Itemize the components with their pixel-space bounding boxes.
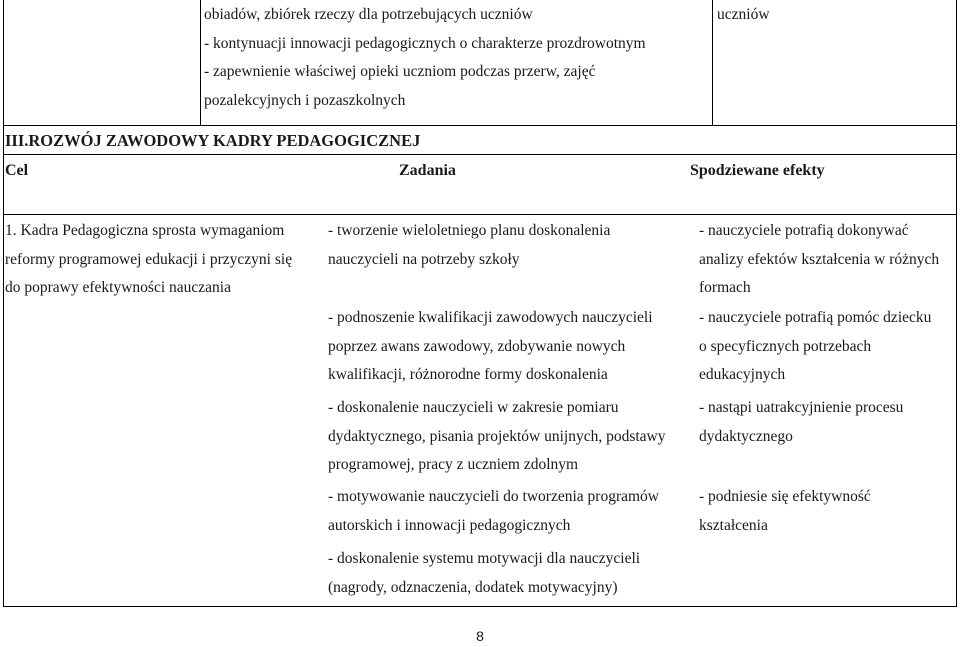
header-bottom-rule — [3, 214, 957, 215]
header-zadania: Zadania — [399, 162, 456, 179]
top-task-line: - kontynuacji innowacji pedagogicznych o charakterze prozdrowotnym — [204, 34, 646, 52]
effect-line: - nastąpi uatrakcyjnienie procesu — [699, 399, 904, 416]
top-effects-cell — [717, 1, 770, 30]
task-item — [328, 217, 610, 274]
goal-line: reformy programowej edukacji i przyczyni się — [5, 250, 293, 268]
task-item — [328, 483, 659, 540]
effect-item — [699, 394, 903, 451]
effect-item — [699, 304, 931, 390]
task-line: nauczycieli na potrzeby szkoły — [328, 250, 520, 268]
task-item — [328, 304, 653, 390]
top-col-divider-1 — [200, 0, 201, 125]
task-line: programowej, pracy z uczniem zdolnym — [328, 456, 579, 473]
top-task-line: - zapewnienie właściwej opieki uczniom podczas przerw, zajęć — [204, 63, 596, 80]
section-title: III.ROZWÓJ ZAWODOWY KADRY PEDAGOGICZNEJ — [5, 131, 421, 150]
task-line: poprzez awans zawodowy, zdobywanie nowych — [328, 337, 626, 355]
task-line: dydaktycznego, pisania projektów unijnych, podstawy — [328, 427, 666, 445]
top-tasks-cell — [204, 1, 646, 115]
effect-line: dydaktycznego — [699, 427, 793, 445]
top-col-divider-2 — [712, 0, 713, 125]
task-line: autorskich i innowacji pedagogicznych — [328, 516, 571, 534]
task-line: (nagrody, odznaczenia, dodatek motywacyjny) — [328, 578, 618, 596]
effect-line: - nauczyciele potrafią pomóc dziecku — [699, 309, 932, 326]
table-right-border — [956, 0, 957, 607]
section-top-rule — [3, 125, 957, 126]
task-item — [328, 545, 640, 602]
goal-line: do poprawy efektywności nauczania — [5, 279, 231, 296]
task-line: - podnoszenie kwalifikacji zawodowych nauczycieli — [328, 309, 653, 326]
goal-cell — [5, 217, 292, 303]
task-line: kwalifikacji, różnorodne formy doskonalenia — [328, 366, 608, 383]
task-line: - doskonalenie nauczycieli w zakresie pomiaru — [328, 399, 619, 416]
effect-line: kształcenia — [699, 516, 768, 534]
page-number: 8 — [476, 628, 484, 644]
effect-item — [699, 483, 871, 540]
effect-line: - podniesie się efektywność — [699, 488, 871, 505]
top-effect-line: uczniów — [717, 6, 770, 23]
effect-item — [699, 217, 939, 303]
table-bottom-rule — [3, 606, 957, 607]
header-cel: Cel — [5, 162, 29, 179]
effect-line: o specyficznych potrzebach — [699, 337, 872, 355]
effect-line: analizy efektów kształcenia w różnych — [699, 250, 940, 268]
task-line: - doskonalenie systemu motywacji dla nauczycieli — [328, 550, 641, 567]
top-task-line: obiadów, zbiórek rzeczy dla potrzebujących uczniów — [204, 6, 533, 23]
effect-line: - nauczyciele potrafią dokonywać — [699, 222, 909, 239]
effect-line: formach — [699, 279, 751, 296]
task-line: - motywowanie nauczycieli do tworzenia programów — [328, 488, 659, 505]
task-line: - tworzenie wieloletniego planu doskonalenia — [328, 222, 611, 239]
task-item — [328, 394, 665, 480]
goal-line: 1. Kadra Pedagogiczna sprosta wymaganiom — [5, 222, 285, 239]
effect-line: edukacyjnych — [699, 366, 786, 383]
table-left-border — [3, 0, 4, 607]
top-task-line: pozalekcyjnych i pozaszkolnych — [204, 91, 406, 109]
header-efekty: Spodziewane efekty — [690, 162, 825, 179]
